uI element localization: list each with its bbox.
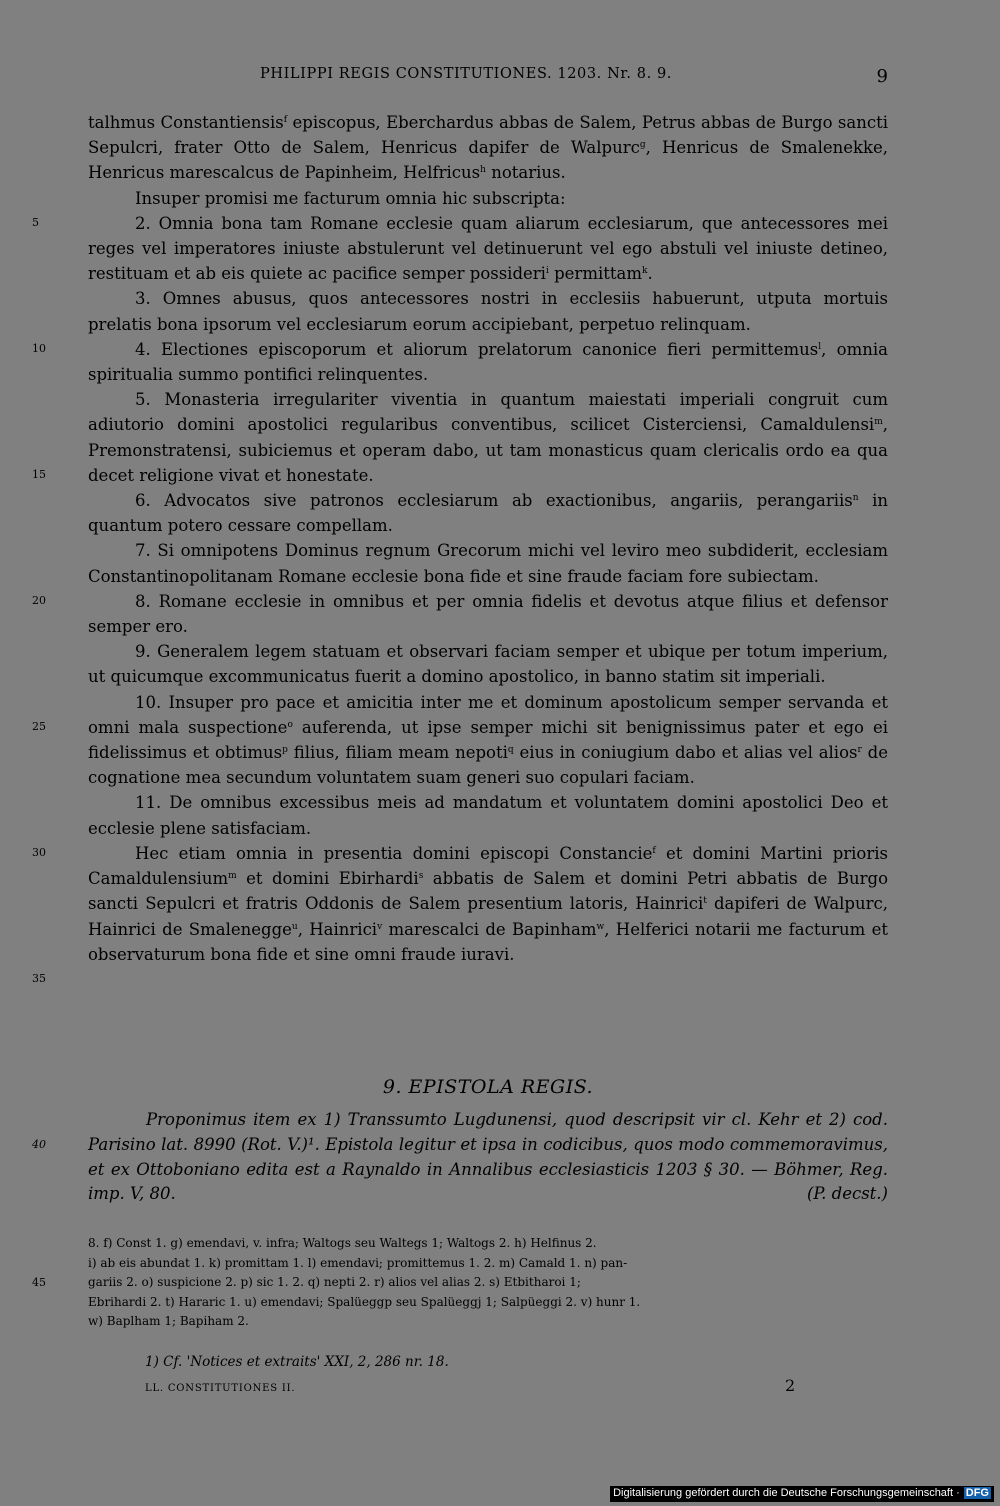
note-line: 8. f) Const 1. g) emendavi, v. infra; Waltogs seu Waltegs 1; Waltogs 2. h) Helfinus 2. xyxy=(88,1236,597,1250)
article-8: 8. Romane ecclesie in omnibus et per omnia fidelis et devotus atque filius et defensor semper ero. xyxy=(88,591,888,637)
critical-apparatus xyxy=(32,1234,896,1332)
signature-mark: 2 xyxy=(785,1376,796,1395)
dfg-text: Digitalisierung gefördert durch die Deutsche Forschungsgemeinschaft · xyxy=(613,1487,960,1499)
dfg-banner xyxy=(610,1486,994,1502)
dfg-logo: DFG xyxy=(965,1487,989,1499)
line-number: 40 xyxy=(32,1138,46,1151)
line-number: 45 xyxy=(32,1276,46,1289)
intro-text: Proponimus item ex 1) Transsumto Lugdunensi, quod descripsit vir cl. Kehr et 2) cod. Parisino lat. 8990 (Rot. V.)¹. Epistola legitur et ipsa in codicibus, quos modo commemoravimus, et ex Ottoboniano edita est a Raynaldo in Annalibus ecclesiasticis 1203 § 30. — Böhmer, Reg. imp. V, 80. xyxy=(88,1110,888,1204)
note-line: w) Baplham 1; Bapiham 2. xyxy=(88,1314,249,1329)
line-number: 20 xyxy=(32,594,46,607)
article-10: 10. Insuper pro pace et amicitia inter me et dominum apostolicum semper servanda et omni mala suspectione$^o$ auferenda, ut ipse semper michi sit benignissimus pater et ego ei fidelissimus et obtimus$^p$ filius, filiam meam nepoti$^q$ eius in coniugium dabo et alias vel alios$^r$ de cognatione mea secundum voluntatem suam generi suo copulari faciam. xyxy=(88,692,888,788)
line-number: 30 xyxy=(32,846,46,859)
intro-right: (P. decst.) xyxy=(806,1184,888,1204)
article-2: 2. Omnia bona tam Romane ecclesie quam aliarum ecclesiarum, que antecessores mei reges vel imperatores iniuste abstulerunt vel detinuerunt vel ego abstuli vel iniuste detineo, restituam et ab eis quiete ac pacifice semper possideri$^i$ permittam$^k$. xyxy=(88,213,888,284)
paragraph: Hec etiam omnia in presentia domini episcopi Constancie$^f$ et domini Martini prioris Camaldulensium$^m$ et domini Ebirhardi$^s$ abbatis de Salem et domini Petri abbatis de Burgo sancti Sepulcri et fratris Oddonis de Salem presentium latoris, Hainrici$^t$ dapiferi de Walpurc, Hainrici de Smalenegge$^u$, Hainrici$^v$ marescalci de Bapinham$^w$, Helferici notarii me facturum et observaturum bona fide et sine omni fraude iuravi. xyxy=(88,843,888,964)
intro-paragraph xyxy=(32,1108,888,1207)
page-number: 9 xyxy=(876,66,888,87)
line-number: 35 xyxy=(32,972,46,985)
paragraph: talhmus Constantiensis$^f$ episcopus, Eberchardus abbas de Salem, Petrus abbas de Burgo sancti Sepulcri, frater Otto de Salem, Henricus dapifer de Walpurc$^g$, Henricus de Smalenekke, Henricus marescalcus de Papinheim, Helfricus$^h$ notarius. xyxy=(88,113,889,183)
section-title: 9. EPISTOLA REGIS. xyxy=(382,1076,594,1098)
article-4: 4. Electiones episcoporum et aliorum prelatorum canonice fieri permittemus$^l$, omnia spiritualia summo pontifici relinquentes. xyxy=(88,339,889,385)
line-number: 10 xyxy=(32,342,46,355)
article-9: 9. Generalem legem statuam et observari faciam semper et ubique per totum imperium, ut quicumque excommunicatus fuerit a domino apostolico, in banno statim sit imperiali. xyxy=(88,642,888,687)
line-number: 15 xyxy=(32,468,46,481)
note-line: i) ab eis abundat 1. k) promittam 1. l) emendavi; promittemus 1. 2. m) Camald 1. n) pan- xyxy=(88,1255,628,1270)
footnote: 1) Cf. 'Notices et extraits' XXI, 2, 286 nr. 18. xyxy=(145,1354,449,1370)
article-5: 5. Monasteria irregulariter viventia in quantum maiestati imperiali congruit cum adiutorio domini apostolici regularibus conventibus, scilicet Cisterciensi, Camaldulensi$^m$, Premonstratensi, subiciemus et operam dabo, ut tam monasticus quam clericalis ordo ea qua decet religione vivat et honestate. xyxy=(88,390,888,485)
line-number: 25 xyxy=(32,720,46,733)
main-text xyxy=(32,110,889,985)
article-6: 6. Advocatos sive patronos ecclesiarum ab exactionibus, angariis, perangariis$^n$ in quantum potero cessare compellam. xyxy=(88,491,888,536)
article-11: 11. De omnibus excessibus meis ad mandatum et voluntatem domini apostolici Deo et ecclesie plene satisfaciam. xyxy=(88,793,888,838)
paragraph: Insuper promisi me facturum omnia hic subscripta: xyxy=(135,188,566,208)
article-3: 3. Omnes abusus, quos antecessores nostri in ecclesiis habuerunt, utputa mortuis prelatis bona ipsorum vel ecclesiarum eorum accipiebant, perpetuo relinquam. xyxy=(88,289,888,334)
line-number: 5 xyxy=(32,216,39,229)
running-header xyxy=(88,66,888,90)
article-7: 7. Si omnipotens Dominus regnum Grecorum michi vel leviro meo subdiderit, ecclesiam Constantinopolitanam Romane ecclesie bona fide et sine fraude faciam fore subiectam. xyxy=(88,541,888,586)
header-title: PHILIPPI REGIS CONSTITUTIONES. 1203. Nr. 8. 9. xyxy=(260,66,673,82)
note-line: gariis 2. o) suspicione 2. p) sic 1. 2. q) nepti 2. r) alios vel alias 2. s) Etbitharoi 1; xyxy=(88,1275,581,1290)
note-line: Ebrihardi 2. t) Hararic 1. u) emendavi; Spalüeggp seu Spalüeggj 1; Salpüeggi 2. v) hunr 1. xyxy=(88,1294,641,1309)
footer-left: LL. CONSTITUTIONES II. xyxy=(145,1383,296,1394)
